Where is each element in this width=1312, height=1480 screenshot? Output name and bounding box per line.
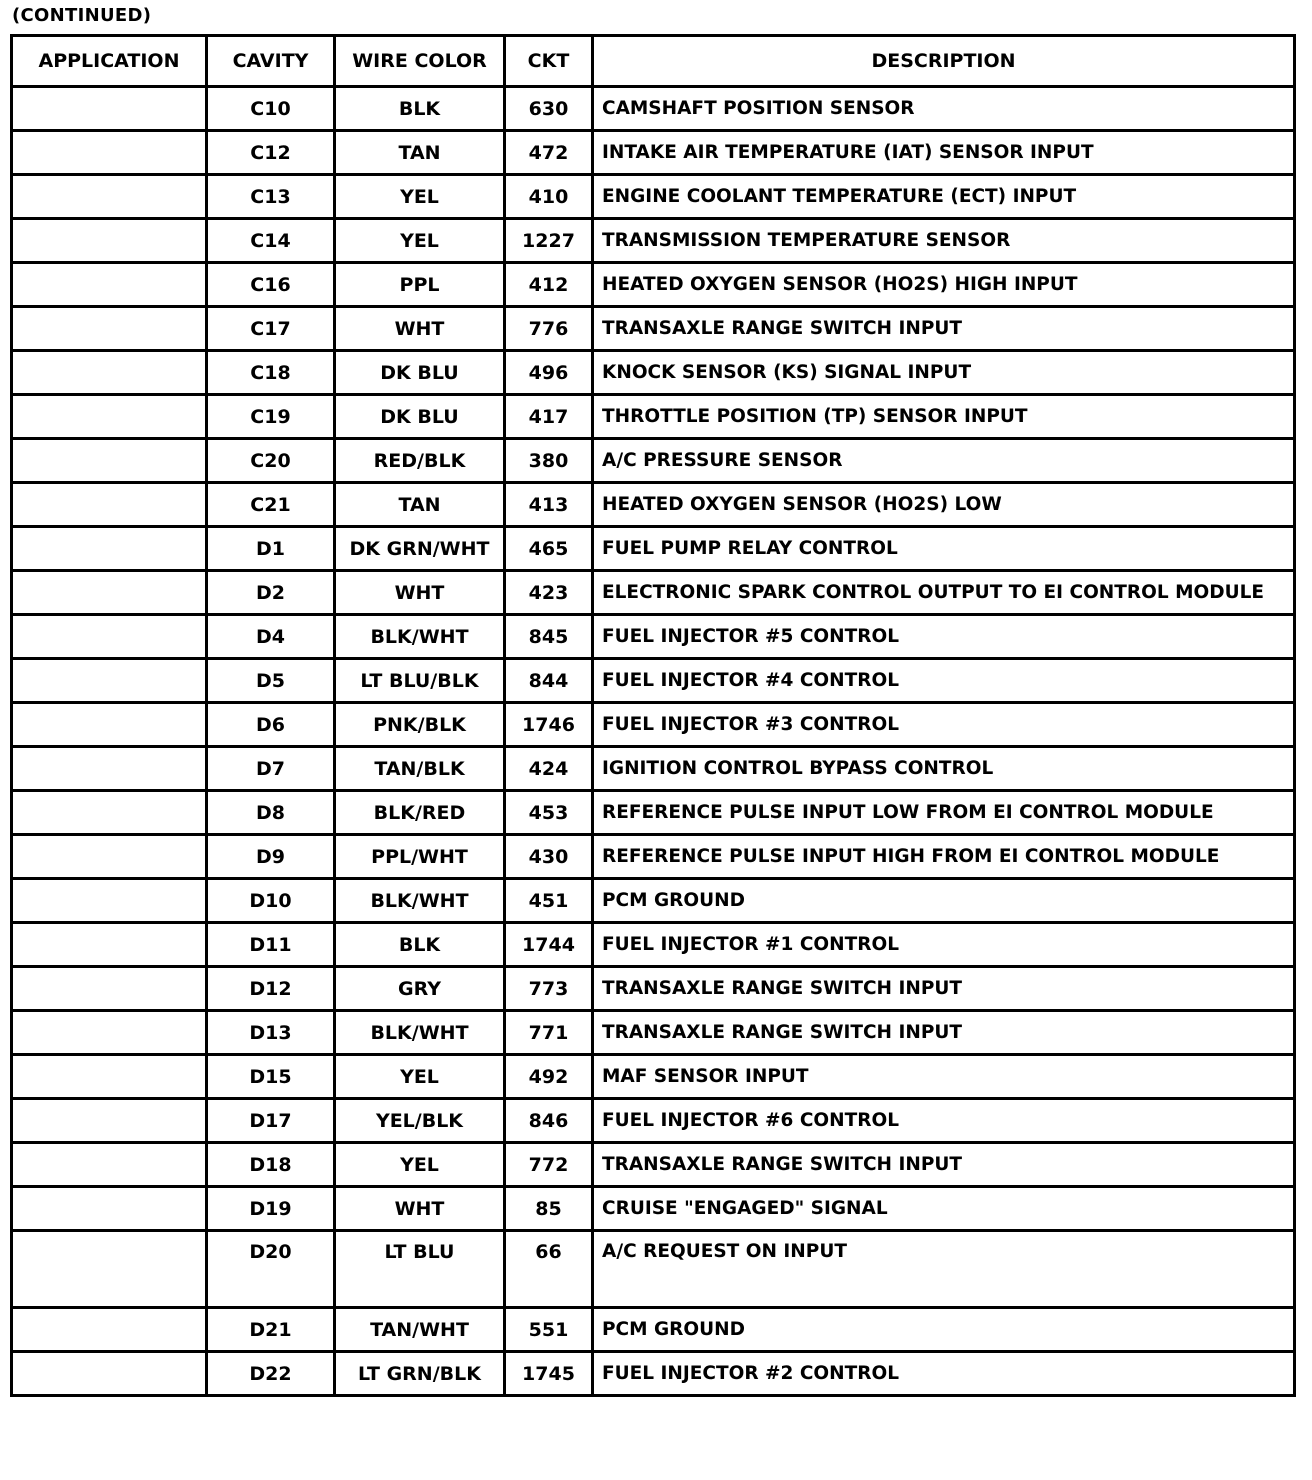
cell-application: [12, 131, 207, 175]
cell-application: [12, 747, 207, 791]
cell-cavity: D18: [207, 1143, 335, 1187]
cell-ckt: 424: [505, 747, 593, 791]
cell-application: [12, 879, 207, 923]
cell-ckt: 1745: [505, 1352, 593, 1396]
cell-application: [12, 1055, 207, 1099]
cell-wire-color: TAN/BLK: [335, 747, 505, 791]
header-ckt: CKT: [505, 36, 593, 87]
cell-application: [12, 175, 207, 219]
cell-application: [12, 571, 207, 615]
cell-application: [12, 527, 207, 571]
cell-wire-color: PNK/BLK: [335, 703, 505, 747]
continued-note: (CONTINUED): [12, 5, 152, 26]
cell-cavity: C21: [207, 483, 335, 527]
cell-description: INTAKE AIR TEMPERATURE (IAT) SENSOR INPUT: [593, 131, 1295, 175]
table-row: [12, 307, 1295, 351]
cell-wire-color: WHT: [335, 307, 505, 351]
cell-wire-color: BLK: [335, 923, 505, 967]
cell-application: [12, 1099, 207, 1143]
cell-ckt: 492: [505, 1055, 593, 1099]
cell-cavity: C14: [207, 219, 335, 263]
table-row: [12, 703, 1295, 747]
cell-ckt: 380: [505, 439, 593, 483]
table-body: [12, 87, 1295, 1396]
cell-wire-color: BLK/WHT: [335, 1011, 505, 1055]
cell-ckt: 845: [505, 615, 593, 659]
cell-wire-color: LT GRN/BLK: [335, 1352, 505, 1396]
cell-description: FUEL INJECTOR #5 CONTROL: [593, 615, 1295, 659]
cell-cavity: D9: [207, 835, 335, 879]
cell-ckt: 771: [505, 1011, 593, 1055]
cell-description: FUEL INJECTOR #3 CONTROL: [593, 703, 1295, 747]
cell-wire-color: YEL: [335, 219, 505, 263]
table-row: [12, 1231, 1295, 1308]
cell-ckt: 453: [505, 791, 593, 835]
table-row: [12, 1143, 1295, 1187]
cell-cavity: D17: [207, 1099, 335, 1143]
connector-pinout-table: [10, 34, 1296, 1397]
cell-cavity: D21: [207, 1308, 335, 1352]
cell-ckt: 773: [505, 967, 593, 1011]
cell-ckt: 772: [505, 1143, 593, 1187]
cell-description: ELECTRONIC SPARK CONTROL OUTPUT TO EI CONTROL MODULE: [593, 571, 1295, 615]
cell-description: FUEL PUMP RELAY CONTROL: [593, 527, 1295, 571]
cell-cavity: D6: [207, 703, 335, 747]
cell-description: PCM GROUND: [593, 1308, 1295, 1352]
table-row: [12, 659, 1295, 703]
cell-description: TRANSMISSION TEMPERATURE SENSOR: [593, 219, 1295, 263]
cell-ckt: 551: [505, 1308, 593, 1352]
cell-cavity: C20: [207, 439, 335, 483]
cell-description: CRUISE "ENGAGED" SIGNAL: [593, 1187, 1295, 1231]
cell-cavity: C10: [207, 87, 335, 131]
table-row: [12, 1352, 1295, 1396]
cell-wire-color: YEL: [335, 1143, 505, 1187]
cell-wire-color: WHT: [335, 571, 505, 615]
cell-wire-color: GRY: [335, 967, 505, 1011]
cell-ckt: 417: [505, 395, 593, 439]
cell-ckt: 844: [505, 659, 593, 703]
cell-cavity: C13: [207, 175, 335, 219]
cell-ckt: 412: [505, 263, 593, 307]
table-row: [12, 1308, 1295, 1352]
cell-cavity: C17: [207, 307, 335, 351]
cell-ckt: 423: [505, 571, 593, 615]
cell-ckt: 410: [505, 175, 593, 219]
cell-application: [12, 967, 207, 1011]
cell-application: [12, 87, 207, 131]
cell-ckt: 451: [505, 879, 593, 923]
cell-application: [12, 351, 207, 395]
header-wire-color: WIRE COLOR: [335, 36, 505, 87]
cell-wire-color: DK GRN/WHT: [335, 527, 505, 571]
cell-wire-color: YEL: [335, 1055, 505, 1099]
cell-description: FUEL INJECTOR #4 CONTROL: [593, 659, 1295, 703]
cell-wire-color: LT BLU/BLK: [335, 659, 505, 703]
cell-wire-color: YEL: [335, 175, 505, 219]
table-row: [12, 483, 1295, 527]
table-row: [12, 87, 1295, 131]
cell-application: [12, 1187, 207, 1231]
cell-ckt: 472: [505, 131, 593, 175]
table-header: [12, 36, 1295, 87]
cell-ckt: 1746: [505, 703, 593, 747]
cell-cavity: D8: [207, 791, 335, 835]
cell-description: FUEL INJECTOR #1 CONTROL: [593, 923, 1295, 967]
cell-cavity: D20: [207, 1231, 335, 1308]
cell-cavity: D13: [207, 1011, 335, 1055]
cell-ckt: 630: [505, 87, 593, 131]
cell-application: [12, 791, 207, 835]
cell-cavity: C18: [207, 351, 335, 395]
cell-wire-color: LT BLU: [335, 1231, 505, 1308]
cell-description: TRANSAXLE RANGE SWITCH INPUT: [593, 1143, 1295, 1187]
cell-description: HEATED OXYGEN SENSOR (HO2S) HIGH INPUT: [593, 263, 1295, 307]
cell-description: FUEL INJECTOR #6 CONTROL: [593, 1099, 1295, 1143]
cell-ckt: 430: [505, 835, 593, 879]
cell-description: PCM GROUND: [593, 879, 1295, 923]
cell-description: CAMSHAFT POSITION SENSOR: [593, 87, 1295, 131]
cell-description: REFERENCE PULSE INPUT HIGH FROM EI CONTROL MODULE: [593, 835, 1295, 879]
cell-wire-color: TAN: [335, 131, 505, 175]
cell-cavity: D12: [207, 967, 335, 1011]
cell-cavity: C19: [207, 395, 335, 439]
cell-cavity: D2: [207, 571, 335, 615]
cell-cavity: C16: [207, 263, 335, 307]
table-row: [12, 395, 1295, 439]
cell-cavity: D22: [207, 1352, 335, 1396]
table-row: [12, 439, 1295, 483]
cell-ckt: 846: [505, 1099, 593, 1143]
table-row: [12, 791, 1295, 835]
table-row: [12, 1187, 1295, 1231]
cell-application: [12, 439, 207, 483]
cell-wire-color: TAN/WHT: [335, 1308, 505, 1352]
cell-application: [12, 395, 207, 439]
cell-description: HEATED OXYGEN SENSOR (HO2S) LOW: [593, 483, 1295, 527]
cell-wire-color: BLK/WHT: [335, 879, 505, 923]
header-application: APPLICATION: [12, 36, 207, 87]
cell-cavity: D19: [207, 1187, 335, 1231]
cell-description: IGNITION CONTROL BYPASS CONTROL: [593, 747, 1295, 791]
cell-description: TRANSAXLE RANGE SWITCH INPUT: [593, 307, 1295, 351]
cell-application: [12, 307, 207, 351]
table-row: [12, 967, 1295, 1011]
cell-ckt: 66: [505, 1231, 593, 1308]
header-row: [12, 36, 1295, 87]
table-row: [12, 1055, 1295, 1099]
cell-cavity: D7: [207, 747, 335, 791]
cell-description: MAF SENSOR INPUT: [593, 1055, 1295, 1099]
cell-wire-color: DK BLU: [335, 395, 505, 439]
cell-application: [12, 219, 207, 263]
cell-cavity: D5: [207, 659, 335, 703]
cell-description: REFERENCE PULSE INPUT LOW FROM EI CONTROL MODULE: [593, 791, 1295, 835]
table-row: [12, 219, 1295, 263]
cell-description: A/C PRESSURE SENSOR: [593, 439, 1295, 483]
cell-ckt: 465: [505, 527, 593, 571]
cell-ckt: 776: [505, 307, 593, 351]
header-description: DESCRIPTION: [593, 36, 1295, 87]
cell-cavity: D1: [207, 527, 335, 571]
cell-cavity: D10: [207, 879, 335, 923]
cell-description: THROTTLE POSITION (TP) SENSOR INPUT: [593, 395, 1295, 439]
cell-description: FUEL INJECTOR #2 CONTROL: [593, 1352, 1295, 1396]
table-row: [12, 263, 1295, 307]
cell-description: TRANSAXLE RANGE SWITCH INPUT: [593, 967, 1295, 1011]
table-row: [12, 571, 1295, 615]
cell-wire-color: DK BLU: [335, 351, 505, 395]
cell-cavity: C12: [207, 131, 335, 175]
cell-application: [12, 703, 207, 747]
cell-wire-color: BLK/RED: [335, 791, 505, 835]
cell-description: KNOCK SENSOR (KS) SIGNAL INPUT: [593, 351, 1295, 395]
cell-wire-color: RED/BLK: [335, 439, 505, 483]
cell-wire-color: BLK: [335, 87, 505, 131]
cell-application: [12, 659, 207, 703]
cell-application: [12, 263, 207, 307]
cell-application: [12, 483, 207, 527]
table-row: [12, 1011, 1295, 1055]
table-row: [12, 923, 1295, 967]
cell-wire-color: BLK/WHT: [335, 615, 505, 659]
cell-application: [12, 923, 207, 967]
cell-wire-color: YEL/BLK: [335, 1099, 505, 1143]
cell-application: [12, 615, 207, 659]
table-row: [12, 175, 1295, 219]
cell-cavity: D11: [207, 923, 335, 967]
cell-ckt: 1744: [505, 923, 593, 967]
cell-application: [12, 835, 207, 879]
table-row: [12, 747, 1295, 791]
cell-application: [12, 1308, 207, 1352]
table-row: [12, 527, 1295, 571]
cell-application: [12, 1143, 207, 1187]
cell-ckt: 413: [505, 483, 593, 527]
cell-description: ENGINE COOLANT TEMPERATURE (ECT) INPUT: [593, 175, 1295, 219]
cell-application: [12, 1352, 207, 1396]
table-row: [12, 131, 1295, 175]
table-row: [12, 835, 1295, 879]
table-row: [12, 615, 1295, 659]
table-row: [12, 351, 1295, 395]
cell-cavity: D4: [207, 615, 335, 659]
cell-application: [12, 1011, 207, 1055]
cell-wire-color: WHT: [335, 1187, 505, 1231]
cell-wire-color: PPL: [335, 263, 505, 307]
cell-cavity: D15: [207, 1055, 335, 1099]
cell-ckt: 496: [505, 351, 593, 395]
cell-ckt: 1227: [505, 219, 593, 263]
cell-wire-color: PPL/WHT: [335, 835, 505, 879]
header-cavity: CAVITY: [207, 36, 335, 87]
table-row: [12, 879, 1295, 923]
cell-wire-color: TAN: [335, 483, 505, 527]
cell-description: TRANSAXLE RANGE SWITCH INPUT: [593, 1011, 1295, 1055]
cell-application: [12, 1231, 207, 1308]
table-row: [12, 1099, 1295, 1143]
cell-ckt: 85: [505, 1187, 593, 1231]
cell-description: A/C REQUEST ON INPUT: [593, 1231, 1295, 1308]
